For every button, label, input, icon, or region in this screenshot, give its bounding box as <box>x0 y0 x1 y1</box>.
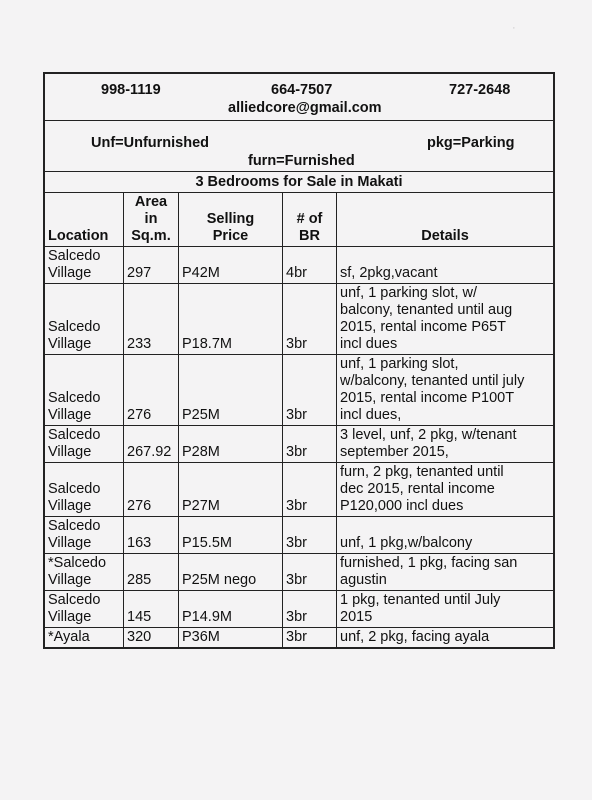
cell-price: P14.9M <box>179 591 283 628</box>
table-row <box>45 463 554 517</box>
legend-parking: pkg=Parking <box>427 135 515 151</box>
cell-br: 3br <box>283 426 337 463</box>
cell-details: 1 pkg, tenanted until July 2015 <box>337 591 554 628</box>
table-row <box>45 247 554 284</box>
cell-br: 3br <box>283 517 337 554</box>
cell-price: P18.7M <box>179 284 283 355</box>
listing-table <box>44 73 554 648</box>
cell-br: 3br <box>283 284 337 355</box>
cell-area: 320 <box>124 628 179 648</box>
cell-location: Salcedo Village <box>45 463 124 517</box>
legend-furnished: furn=Furnished <box>248 153 355 169</box>
header-row <box>45 193 554 247</box>
cell-details: sf, 2pkg,vacant <box>337 247 554 284</box>
header-price: Selling Price <box>179 193 283 247</box>
cell-price: P15.5M <box>179 517 283 554</box>
cell-details: unf, 1 pkg,w/balcony <box>337 517 554 554</box>
phone-2: 664-7507 <box>271 82 333 98</box>
table-title: 3 Bedrooms for Sale in Makati <box>45 172 554 193</box>
cell-area: 276 <box>124 355 179 426</box>
email: alliedcore@gmail.com <box>228 100 382 116</box>
table-row <box>45 355 554 426</box>
cell-br: 3br <box>283 554 337 591</box>
phone-1: 998-1119 <box>101 82 161 98</box>
table-row <box>45 284 554 355</box>
cell-details: unf, 2 pkg, facing ayala <box>337 628 554 648</box>
table-row <box>45 426 554 463</box>
cell-area: 267.92 <box>124 426 179 463</box>
cell-price: P25M <box>179 355 283 426</box>
cell-price: P27M <box>179 463 283 517</box>
listing-rows <box>45 247 554 648</box>
scan-mark: · <box>512 22 516 34</box>
cell-location: *Ayala <box>45 628 124 648</box>
cell-location: Salcedo Village <box>45 426 124 463</box>
table-row <box>45 591 554 628</box>
header-area: Area in Sq.m. <box>124 193 179 247</box>
cell-location: Salcedo Village <box>45 284 124 355</box>
cell-price: P28M <box>179 426 283 463</box>
title-row <box>45 172 554 193</box>
cell-details: 3 level, unf, 2 pkg, w/tenant september 2015, <box>337 426 554 463</box>
listing-sheet <box>43 72 555 649</box>
cell-br: 3br <box>283 591 337 628</box>
cell-location: Salcedo Village <box>45 247 124 284</box>
table-row <box>45 517 554 554</box>
cell-location: *Salcedo Village <box>45 554 124 591</box>
legend-unfurnished: Unf=Unfurnished <box>91 135 210 151</box>
cell-location: Salcedo Village <box>45 517 124 554</box>
cell-details: unf, 1 parking slot, w/balcony, tenanted until july 2015, rental income P100T incl dues, <box>337 355 554 426</box>
cell-area: 163 <box>124 517 179 554</box>
header-location: Location <box>45 193 124 247</box>
cell-area: 285 <box>124 554 179 591</box>
cell-br: 3br <box>283 463 337 517</box>
cell-location: Salcedo Village <box>45 591 124 628</box>
legend-block <box>45 121 553 171</box>
phone-3: 727-2648 <box>449 82 511 98</box>
cell-br: 4br <box>283 247 337 284</box>
table-row <box>45 554 554 591</box>
cell-details: furnished, 1 pkg, facing san agustin <box>337 554 554 591</box>
contact-block <box>45 74 553 120</box>
header-details: Details <box>337 193 554 247</box>
cell-br: 3br <box>283 628 337 648</box>
cell-details: furn, 2 pkg, tenanted until dec 2015, rental income P120,000 incl dues <box>337 463 554 517</box>
table-row <box>45 628 554 648</box>
cell-price: P42M <box>179 247 283 284</box>
cell-location: Salcedo Village <box>45 355 124 426</box>
cell-br: 3br <box>283 355 337 426</box>
cell-area: 276 <box>124 463 179 517</box>
legend-row <box>45 121 554 172</box>
header-br: # of BR <box>283 193 337 247</box>
cell-area: 297 <box>124 247 179 284</box>
cell-price: P25M nego <box>179 554 283 591</box>
contact-row <box>45 74 554 121</box>
cell-price: P36M <box>179 628 283 648</box>
cell-area: 233 <box>124 284 179 355</box>
cell-details: unf, 1 parking slot, w/ balcony, tenanted until aug 2015, rental income P65T incl dues <box>337 284 554 355</box>
cell-area: 145 <box>124 591 179 628</box>
